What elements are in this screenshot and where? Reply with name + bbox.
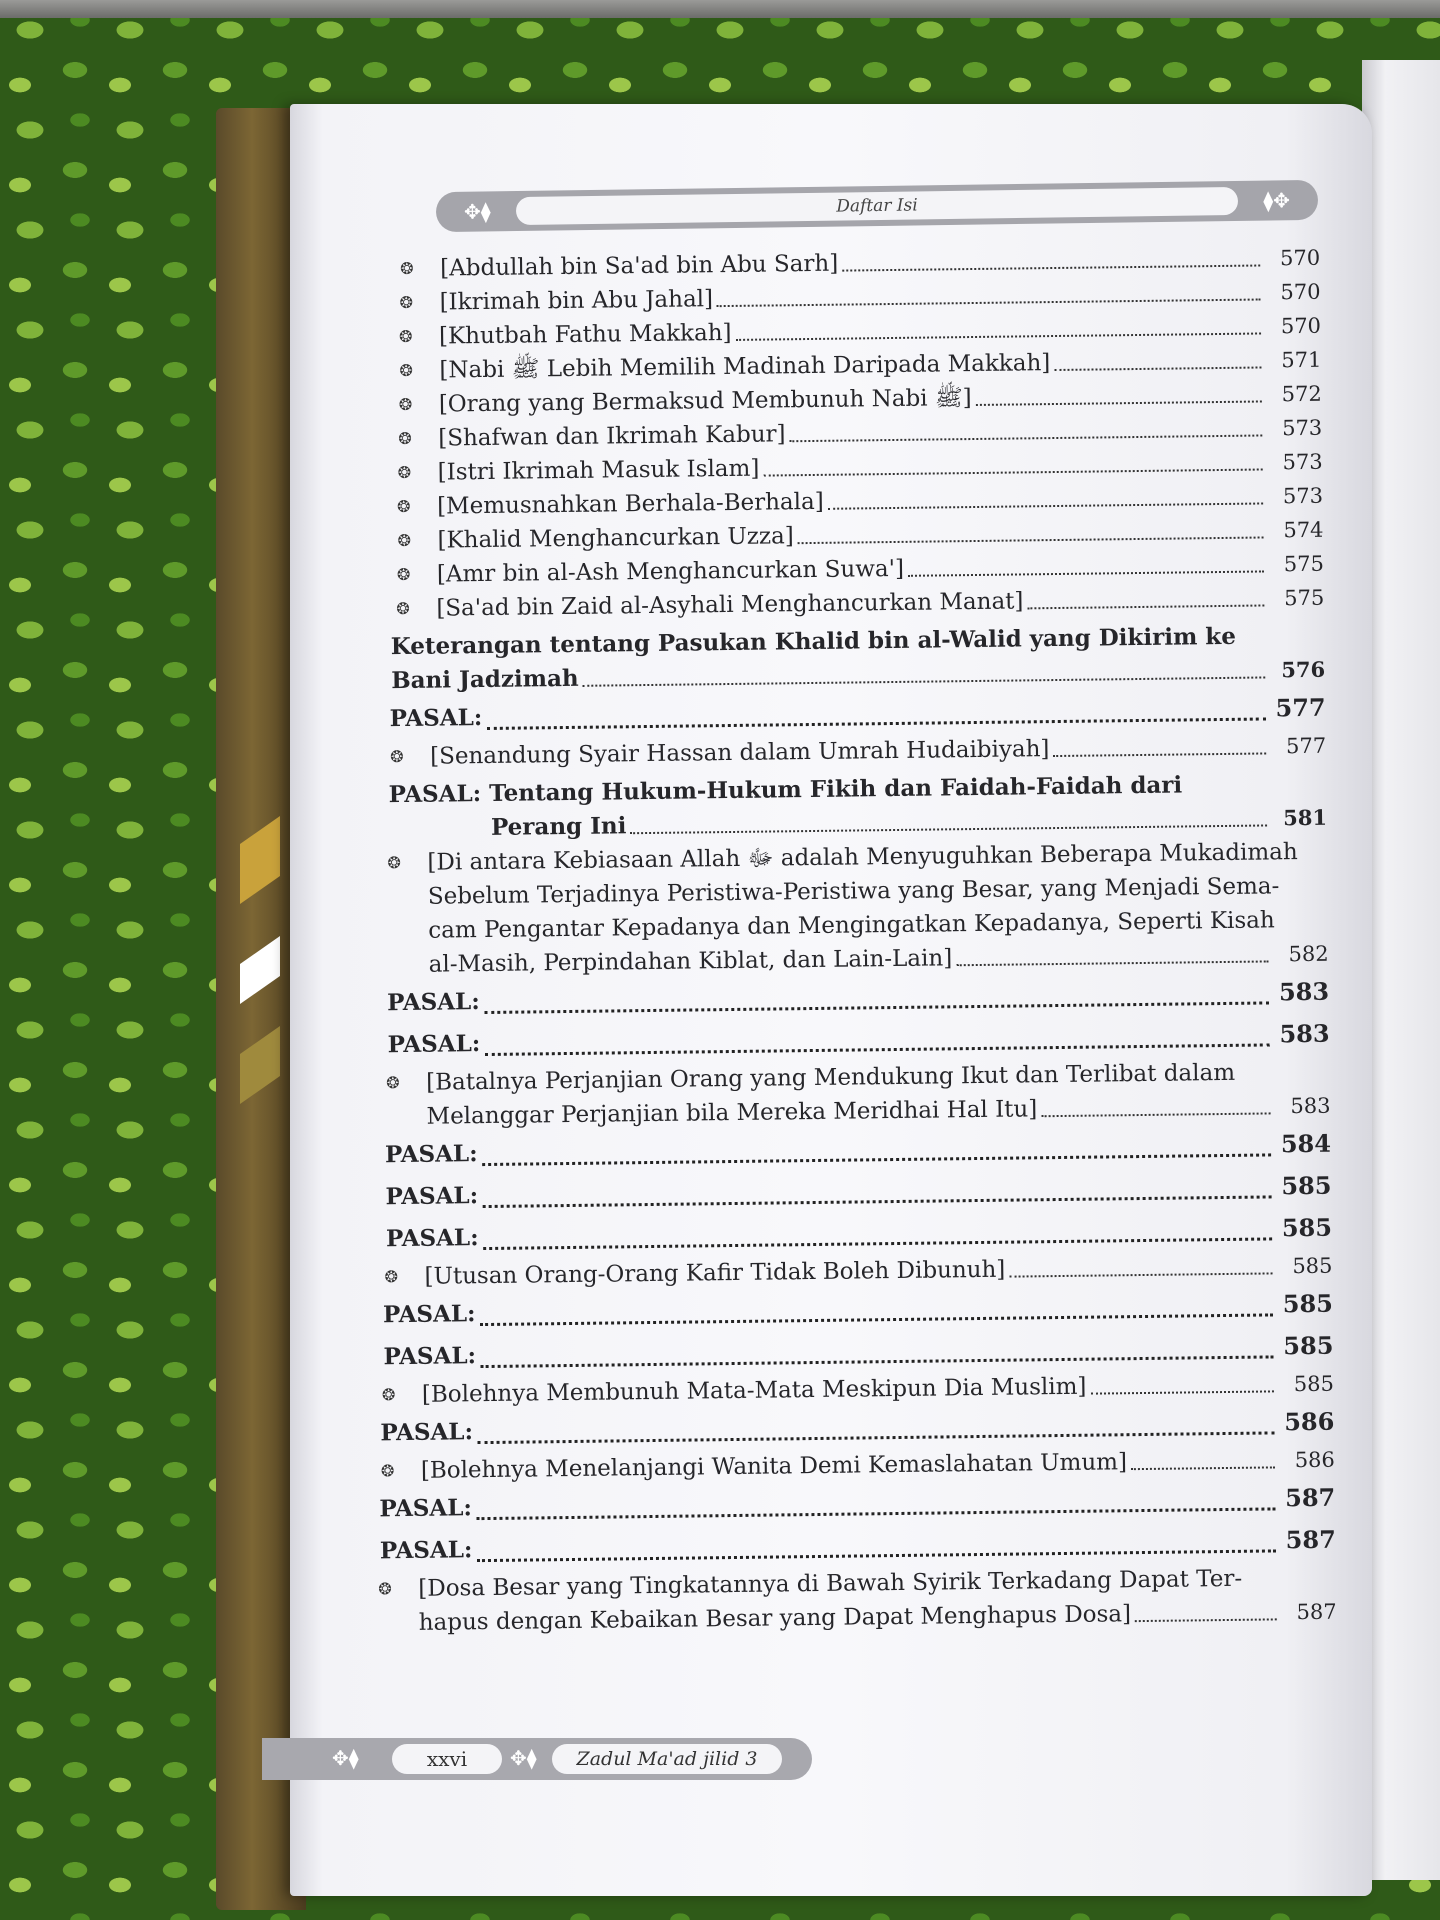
toc-entry-title: [Abdullah bin Sa'ad bin Abu Sarh] bbox=[440, 250, 839, 282]
toc-page-number: 570 bbox=[1279, 245, 1321, 271]
toc-leader-dots bbox=[477, 1431, 1274, 1444]
toc-pasal-label: PASAL: bbox=[384, 1140, 478, 1169]
toc-page-number: 570 bbox=[1280, 313, 1322, 339]
toc-leader-dots bbox=[976, 400, 1262, 405]
toc-page-number: 571 bbox=[1281, 347, 1322, 373]
toc-page-number: 586 bbox=[1284, 1406, 1335, 1437]
toc-entry-title: [Nabi ﷺ Lebih Memilih Madinah Daripada Makkah] bbox=[439, 350, 1051, 384]
toc-leader-dots bbox=[763, 468, 1262, 476]
toc-entry-title: [Sa'ad bin Zaid al-Asyhali Menghancurkan Manat] bbox=[436, 588, 1024, 622]
toc-pasal-label: PASAL: bbox=[385, 1224, 479, 1253]
toc-section-line: Perang Ini bbox=[490, 812, 627, 841]
toc-leader-dots bbox=[1135, 1618, 1277, 1622]
toc-page-number: 573 bbox=[1281, 415, 1323, 441]
toc-section-line: PASAL: Tentang Hukum-Hukum Fikih dan Faidah-Faidah dari bbox=[388, 771, 1183, 809]
bullet-icon: ❂ bbox=[387, 853, 401, 873]
toc-pasal-label: PASAL: bbox=[379, 1494, 473, 1523]
toc-page-number: 575 bbox=[1284, 585, 1325, 611]
toc-page-number: 573 bbox=[1282, 449, 1323, 475]
footer-ornament-right: ✥⧫ bbox=[510, 1746, 537, 1770]
toc-entry-title: [Khalid Menghancurkan Uzza] bbox=[437, 523, 794, 554]
toc-pasal-label: PASAL: bbox=[380, 1418, 474, 1447]
toc-page-number: 574 bbox=[1283, 517, 1324, 543]
toc-page-number: 573 bbox=[1282, 483, 1324, 509]
bullet-icon: ❂ bbox=[390, 746, 404, 767]
toc-entry-line: al-Masih, Perpindahan Kiblat, dan Lain-Lain] bbox=[428, 945, 953, 978]
toc-page-number: 587 bbox=[1296, 1599, 1337, 1625]
toc-pasal-label: PASAL: bbox=[387, 988, 480, 1017]
toc-entry-line: [Dosa Besar yang Tingkatannya di Bawah Syirik Terkadang Dapat Ter- bbox=[418, 1565, 1243, 1602]
toc-leader-dots bbox=[482, 1195, 1271, 1208]
toc-leader-dots bbox=[1027, 604, 1264, 609]
bullet-icon: ❂ bbox=[380, 1461, 395, 1481]
toc-leader-dots bbox=[1091, 1390, 1274, 1394]
toc-leader-dots bbox=[480, 1313, 1273, 1326]
toc-leader-dots bbox=[486, 717, 1265, 730]
toc-page-number: 585 bbox=[1282, 1288, 1334, 1319]
toc-leader-dots bbox=[1041, 1112, 1270, 1117]
toc-page-number: 585 bbox=[1283, 1330, 1334, 1361]
toc-entry-line: hapus dengan Kebaikan Besar yang Dapat Menghapus Dosa] bbox=[418, 1601, 1132, 1636]
bullet-icon: ❂ bbox=[396, 598, 410, 619]
toc-leader-dots bbox=[790, 434, 1263, 442]
toc-entry-title-block bbox=[426, 1055, 1331, 1134]
toc-pasal-label: PASAL: bbox=[382, 1300, 476, 1329]
toc-entry-kebiasaan bbox=[387, 835, 1329, 982]
toc-page-number: 583 bbox=[1279, 1018, 1330, 1049]
toc-leader-dots bbox=[798, 536, 1264, 544]
toc-leader-dots bbox=[482, 1153, 1271, 1166]
toc-entry-title: [Utusan Orang-Orang Kafir Tidak Boleh Dibunuh] bbox=[424, 1256, 1006, 1290]
toc-page-number: 585 bbox=[1281, 1212, 1333, 1243]
bullet-icon: ❂ bbox=[397, 462, 412, 483]
toc-entry-title: [Shafwan dan Ikrimah Kabur] bbox=[438, 421, 786, 452]
bullet-icon: ❂ bbox=[386, 1073, 400, 1093]
toc-entry-title: [Senandung Syair Hassan dalam Umrah Hudaibiyah] bbox=[430, 736, 1050, 770]
toc-leader-dots bbox=[1131, 1466, 1275, 1470]
toc-page-number: 572 bbox=[1281, 381, 1322, 407]
toc-section-line: Keterangan tentang Pasukan Khalid bin al-Walid yang Dikirim ke bbox=[390, 622, 1237, 661]
toc-leader-dots bbox=[828, 502, 1263, 509]
toc-page-number: 577 bbox=[1285, 733, 1327, 759]
bullet-icon: ❂ bbox=[397, 530, 412, 551]
bullet-icon: ❂ bbox=[384, 1267, 399, 1287]
bullet-icon: ❂ bbox=[399, 360, 413, 381]
toc-leader-dots bbox=[717, 298, 1261, 307]
toc-page-number: 570 bbox=[1280, 279, 1321, 305]
toc-page-number: 581 bbox=[1282, 804, 1328, 831]
table-edge bbox=[0, 0, 1440, 18]
toc-entry-batalnya bbox=[386, 1055, 1331, 1135]
toc-entry-line: [Batalnya Perjanjian Orang yang Mendukung Ikut dan Terlibat dalam bbox=[425, 1059, 1236, 1096]
toc-page-number: 587 bbox=[1285, 1524, 1336, 1555]
toc-page-number: 585 bbox=[1281, 1170, 1332, 1201]
header-ornament-right: ⧫✥ bbox=[1263, 188, 1291, 213]
toc-entry-title: [Bolehnya Membunuh Mata-Mata Meskipun Dia Muslim] bbox=[421, 1373, 1087, 1408]
toc-pasal-label: PASAL: bbox=[379, 1536, 473, 1565]
toc-entry-line: Sebelum Terjadinya Peristiwa-Peristiwa yang Besar, yang Menjadi Sema- bbox=[427, 873, 1280, 910]
toc-page-number: 575 bbox=[1283, 551, 1325, 577]
toc-pasal-label: PASAL: bbox=[385, 1182, 479, 1211]
toc-section-title-block bbox=[388, 767, 1327, 846]
table-of-contents bbox=[378, 241, 1337, 1640]
toc-leader-dots bbox=[583, 676, 1266, 686]
toc-page-number: 583 bbox=[1278, 976, 1330, 1007]
toc-page-number: 585 bbox=[1293, 1371, 1335, 1397]
page-number: xxvi bbox=[392, 1744, 502, 1774]
toc-leader-dots bbox=[484, 1043, 1269, 1056]
toc-leader-dots bbox=[1053, 752, 1266, 757]
bullet-icon: ❂ bbox=[398, 428, 412, 449]
toc-entry-line: [Di antara Kebiasaan Allah ﷻ adalah Menyuguhkan Beberapa Mukadimah bbox=[427, 839, 1298, 876]
toc-leader-dots bbox=[1054, 366, 1261, 371]
toc-page-number: 585 bbox=[1292, 1253, 1333, 1279]
header-ornament-left: ✥⧫ bbox=[463, 199, 491, 224]
toc-leader-dots bbox=[956, 960, 1268, 966]
bullet-icon: ❂ bbox=[396, 564, 411, 585]
toc-page-number: 587 bbox=[1284, 1482, 1336, 1513]
toc-leader-dots bbox=[483, 1237, 1272, 1250]
toc-pasal-label: PASAL: bbox=[389, 704, 483, 733]
toc-entry-title: [Memusnahkan Berhala-Berhala] bbox=[436, 488, 824, 520]
toc-entry-title: [Bolehnya Menelanjangi Wanita Demi Kemaslahatan Umum] bbox=[420, 1449, 1128, 1484]
toc-leader-dots bbox=[476, 1507, 1275, 1520]
toc-leader-dots bbox=[842, 264, 1260, 271]
toc-leader-dots bbox=[484, 1001, 1269, 1014]
toc-leader-dots bbox=[480, 1355, 1273, 1368]
toc-entry-title-block bbox=[427, 835, 1329, 982]
footer-ornament-left: ✥⧫ bbox=[332, 1746, 359, 1770]
toc-entry-line: cam Pengantar Kepadanya dan Mengingatkan Kepadanya, Seperti Kisah bbox=[428, 907, 1275, 944]
toc-section-hukum bbox=[388, 767, 1327, 846]
bullet-icon: ❂ bbox=[400, 258, 414, 278]
toc-leader-dots bbox=[477, 1549, 1276, 1562]
page-title: Daftar Isi bbox=[836, 195, 918, 217]
toc-entry-line: Melanggar Perjanjian bila Mereka Meridhai Hal Itu] bbox=[426, 1096, 1038, 1130]
book-title: Zadul Ma'ad jilid 3 bbox=[552, 1744, 782, 1774]
toc-entry-title: [Khutbah Fathu Makkah] bbox=[438, 319, 732, 350]
bullet-icon: ❂ bbox=[398, 394, 413, 415]
bullet-icon: ❂ bbox=[378, 1579, 392, 1599]
bullet-icon: ❂ bbox=[399, 292, 414, 313]
toc-page-number: 583 bbox=[1290, 1093, 1331, 1119]
toc-leader-dots bbox=[630, 824, 1267, 834]
toc-section-khalid bbox=[391, 619, 1326, 698]
toc-page-number: 582 bbox=[1288, 941, 1329, 967]
toc-leader-dots bbox=[908, 570, 1264, 576]
toc-pasal-label: PASAL: bbox=[387, 1030, 481, 1059]
bullet-icon: ❂ bbox=[396, 496, 411, 517]
bullet-icon: ❂ bbox=[381, 1385, 396, 1405]
toc-section-line: Bani Jadzimah bbox=[391, 664, 579, 695]
toc-entry-title: [Amr bin al-Ash Menghancurkan Suwa'] bbox=[436, 555, 905, 588]
toc-leader-dots bbox=[736, 332, 1261, 340]
toc-entry-title: [Orang yang Bermaksud Membunuh Nabi ﷺ] bbox=[438, 385, 972, 418]
header-label-box bbox=[516, 187, 1238, 225]
toc-entry-title-block bbox=[418, 1561, 1337, 1640]
toc-section-title-block bbox=[391, 619, 1326, 698]
toc-page-number: 577 bbox=[1275, 692, 1326, 723]
toc-page-number: 584 bbox=[1280, 1128, 1332, 1159]
footer-bar bbox=[262, 1738, 812, 1780]
toc-entry-dosa bbox=[378, 1561, 1337, 1641]
toc-entry-title: [Istri Ikrimah Masuk Islam] bbox=[437, 455, 760, 486]
toc-pasal-label: PASAL: bbox=[383, 1342, 477, 1371]
toc-entry-title: [Ikrimah bin Abu Jahal] bbox=[439, 286, 714, 316]
toc-page-number: 586 bbox=[1294, 1447, 1335, 1473]
bullet-icon: ❂ bbox=[398, 326, 413, 347]
toc-entry-list bbox=[396, 241, 1325, 626]
facing-page-edge bbox=[1362, 60, 1440, 1880]
toc-page-number: 576 bbox=[1281, 656, 1326, 683]
toc-leader-dots bbox=[1009, 1272, 1272, 1277]
